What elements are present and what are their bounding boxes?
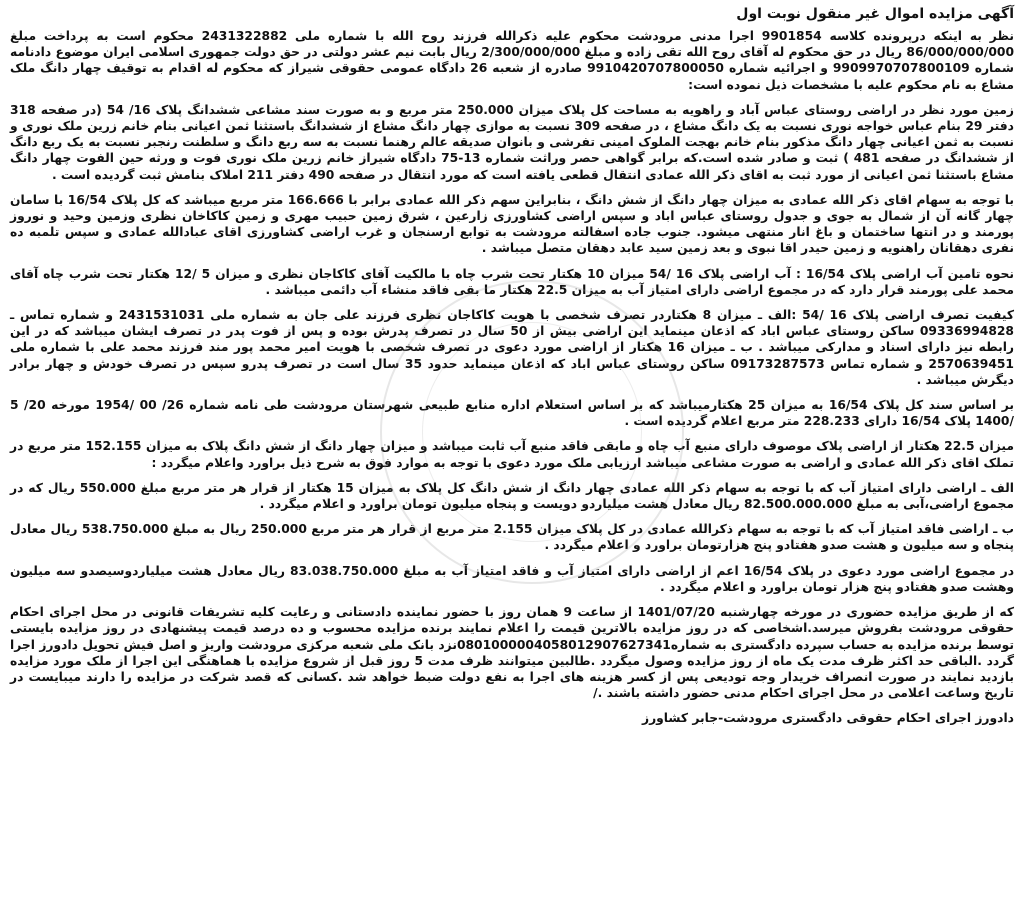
paragraph-auction-terms: که از طریق مزایده حضوری در مورخه چهارشنبه 1401/07/20 از ساعت 9 همان روز با حضور نماینده دادستانی و رعایت کلیه تشریفات قانونی در محل اجرای احکام حقوقی مرودشت بفروش میرسد.اشخاصی که در روز مزایده بالاترین قیمت را اعلام نمایند برنده مزایده محسوب و ده درصد قیمت پیشنهادی در روز مزایده بایستی توسط برنده مزایده به حساب سپرده دادگستری به شماره0801000004058012907627341نزد بانک ملی شعبه مرکزی مرودشت واریز و اصل فیش تحویل دادورز اجرا گردد .الباقی حد اکثر ظرف مدت یک ماه از روز مزایده وصول میگردد .طالبین میتوانند ظرف مدت 5 روز قبل از شروع مزایده با هماهنگی این اجرا از ملک مورد مزایده بازدید نمایند در صورت انصراف خریدار وجه تودیعی پس از کسر هزینه های اجرا به نفع دولت ضبط خواهد شد .کسانی که قصد شرکت در مزایده را دارند میبایست در تاریخ وساعت اعلامی در محل اجرای احکام مدنی حضور داشته باشند ./ [10, 605, 1015, 701]
paragraph-valuation-intro: میزان 22.5 هکتار از اراضی پلاک موصوف دارای منبع آب چاه و مابقی فاقد منبع آب ثابت میباشد و میزان چهار دانگ از شش دانگ پلاک به میزان 152.155 متر مربع در تملک اقای ذکر الله عمادی و اراضی به صورت مشاعی میباشد ارزیابی ملک مورد دعوی با توجه به موارد فوق به شرح ذیل براورد واعلام میگردد : [10, 439, 1015, 470]
paragraph-water-supply: نحوه تامین آب اراضی پلاک 16/54 : آب اراضی پلاک 16 /54 میزان 10 هکتار تحت شرب چاه با مالکیت آقای کاکاجان نظری و میزان 5 /12 هکتار تحت شرب چاه آقای محمد علی پورمند قرار دارد که در مجموع اراضی دارای امتیاز آب به میزان 22.5 هکتار ما بقی فاقد منشاء آب دائمی میباشد . [10, 266, 1015, 297]
paragraph-boundaries: با توجه به سهام اقای ذکر الله عمادی به میزان چهار دانگ از شش دانگ ، بنابراین سهم ذکر الله عمادی برابر با 166.666 متر مربع میباشد که کل پلاک 16/54 با سامان چهار گانه آن از شمال به جوی و جدول روستای عباس اباد و سپس اراضی کشاورزی زارعین ، شرق زمین حبیب مهری و زمین کاکاخان نظری وزمین وحید و نوروز پورمند و در انتها ساختمان و باغ انار منتهی میشود. جنوب جاده اسفالته مرودشت به توابع ارسنجان و غرب اراضی کشاورزی اقای عبادالله عمادی و سپس تلمبه ده نفری دهقانان راهنویه و زمین حیدر اقا نبوی و بعد زمین سید عابد دهقان متصل میباشد . [10, 192, 1015, 256]
paragraph-total: در مجموع اراضی مورد دعوی در پلاک 16/54 اعم از اراضی دارای امتیاز آب و فاقد امتیاز آب به مبلغ 83.038.750.000 ریال معادل هشت میلیاردوسیصدو سه میلیون وهشت صدو هفتادو پنج هزار تومان براورد و اعلام میگردد . [10, 563, 1015, 594]
paragraph-valuation-a: الف ـ اراضی دارای امتیاز آب که با توجه به سهام ذکر الله عمادی چهار دانگ از شش دانگ کل پلاک به میزان 15 هکتار از قرار هر متر مربع مبلغ 550.000 ریال که در مجموع اراضی،آبی به مبلغ 82.500.000.000 ریال معادل هشت میلیاردو دویست و پنجاه میلیون تومان براورد و اعلام میگردد . [10, 480, 1014, 512]
signature-line: دادورز اجرای احکام حقوقی دادگستری مرودشت-جابر کشاورز [641, 711, 1014, 726]
paragraph-deed: بر اساس سند کل پلاک 16/54 به میزان 25 هکتارمیباشد که بر اساس استعلام اداره منابع طبیعی شهرستان مرودشت طی نامه شماره 26/ 00 /1954 مورخه 20/ 5 /1400 پلاک 16/54 دارای 228.233 متر مربع اعلام گردیده است . [10, 398, 1014, 429]
paragraph-valuation-b: ب ـ اراضی فاقد امتیاز آب که با توجه به سهام ذکرالله عمادی در کل پلاک میزان 2.155 متر مربع از قرار هر متر مربع 250.000 ریال به مبلغ 538.750.000 ریال معادل پنجاه و سه میلیون و هشت صدو هفتادو پنج هزارتومان براورد و اعلام میگردد . [10, 522, 1015, 553]
paragraph-possession: کیفیت تصرف اراضی پلاک 16 /54 :الف ـ میزان 8 هکتاردر تصرف شخصی با هویت کاکاجان نظری فرزند علی جان به شماره ملی 2431531031 و شماره تماس ـ 09336994828 ساکن روستای عباس اباد که اذعان مینماید این اراضی بیش از 50 سال در تصرف پدرش بوده و پس از فوت پدر در تصرف ایشان میباشد که در این رابطه نیز دارای اسناد و مدارکی میباشد . ب ـ میزان 16 هکتار از اراضی مورد دعوی در تصرف شخصی با هویت امیر محمد پور مند فرزند محمد علی با شماره ملی 2570639451 و شماره تماس 09173287573 ساکن روستای عباس اباد که اذعان مینماید حدود 35 سال است در تصرف پدرو سپس در تصرف خودش و چهار برادر دیگرش میباشد . [10, 308, 1014, 387]
paragraph-land-description: زمین مورد نظر در اراضی روستای عباس آباد و راهویه به مساحت کل پلاک میزان 250.000 متر مربع و به صورت سند مشاعی ششدانگ پلاک 16/ 54 (در صفحه 318 دفتر 29 بنام عباس خواجه نوری نسبت به یک دانگ مشاع ، در صفحه 309 نسبت به موازی چهار دانگ مشاع از ششدانگ باستثنا ثمن اعیانی بنام خانم زرین ملک نوری و نسبت به ثمن اعیانی چهار دانگ مذکور بنام خانم بهجت الملوک امینی تفرشی و بانوان صدیقه عالم رهنما نسبت به سه ربع دانگ و سلطنت رنجبر نسبت به یک ربع دانگ از ششدانگ در صفحه 481 ) ثبت و صادر شده است.که برابر گواهی حصر وراثت شماره 13-75 دادگاه شیراز خانم زرین ملک نوری فوت و ورثه حین الفوت چهار دانگ مشاع باستثنا ثمن اعیانی از مورد ثبت به اقای ذکر الله عمادی انتقال قطعی یافته است که مورد انتقال در صفحه 490 دفتر 211 املاک بنامش ثبت گردیده است . [10, 102, 1014, 182]
paragraph-intro: نظر به اینکه درپرونده کلاسه 9901854 اجرا مدنی مرودشت محکوم علیه ذکرالله فرزند روح الله با شماره ملی 2431322882 محکوم است به پرداخت مبلغ 86/000/000/000 ریال در حق محکوم له آقای روح الله تقی زاده و مبلغ 2/300/000/000 ریال بابت نیم عشر دولتی در حق دولت جمهوری اسلامی ایران موضوع دادنامه شماره 9909970707800109 و اجرائیه شماره 9910420707800050 صادره از شعبه 26 دادگاه عمومی حقوقی شیراز که محکوم له اقدام به توقیف چهار دانگ ملک مشاع به نام محکوم علیه با مشخصات ذیل نموده است: [10, 29, 1014, 92]
notice-title: آگهی مزایده اموال غیر منقول نوبت اول [736, 6, 1014, 22]
